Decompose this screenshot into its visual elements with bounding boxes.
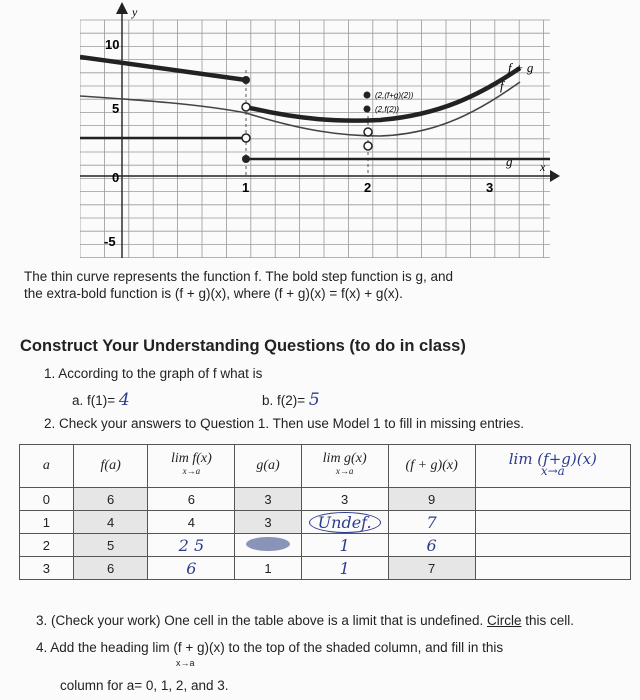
cell: 5 bbox=[73, 534, 148, 557]
label-f-plus-g: f + g bbox=[508, 60, 534, 75]
header-lim-g-sub: x→a bbox=[335, 466, 354, 476]
table-row bbox=[20, 534, 631, 557]
question-3 bbox=[36, 613, 574, 628]
point-fg-2 bbox=[364, 128, 372, 136]
question-1b-answer: 5 bbox=[308, 390, 320, 410]
cell: 4 bbox=[73, 511, 148, 534]
undefined-circled: Undef. bbox=[309, 512, 381, 533]
description-line-2: the extra-bold function is (f + g)(x), where (f + g)(x) = f(x) + g(x). bbox=[24, 286, 403, 301]
header-lim-fg-label: lim (f+g)(x) bbox=[508, 449, 597, 468]
section-heading: Construct Your Understanding Questions (to do in class) bbox=[20, 337, 466, 355]
cell-undefined bbox=[301, 511, 388, 534]
header-lim-f bbox=[148, 445, 235, 488]
limits-table bbox=[19, 444, 631, 580]
cell bbox=[475, 534, 630, 557]
question-1a-label: a. f(1)= bbox=[72, 393, 116, 408]
cell: 2 5 bbox=[148, 534, 235, 557]
legend-dot-2 bbox=[364, 106, 371, 113]
question-3-pre: 3. (Check your work) One cell in the table above is a limit that is undefined. bbox=[36, 613, 487, 628]
header-lim-g-label: lim g(x) bbox=[322, 451, 367, 466]
cell: 4 bbox=[148, 511, 235, 534]
y-tick-neg5: -5 bbox=[104, 234, 116, 249]
cell: 9 bbox=[388, 488, 475, 511]
cell: 6 bbox=[148, 557, 235, 580]
question-4-sub: x→a bbox=[176, 658, 195, 668]
table-header-row bbox=[20, 445, 631, 488]
cell: 6 bbox=[388, 534, 475, 557]
legend-dot-1 bbox=[364, 92, 371, 99]
question-1b-label: b. f(2)= bbox=[262, 393, 306, 408]
table-row bbox=[20, 488, 631, 511]
cell: 1 bbox=[20, 511, 74, 534]
x-tick-2: 2 bbox=[364, 180, 372, 195]
cell: 0 bbox=[20, 488, 74, 511]
question-3-post: this cell. bbox=[521, 613, 575, 628]
question-1: 1. According to the graph of f what is bbox=[44, 366, 263, 381]
table-row bbox=[20, 511, 631, 534]
point-f-2 bbox=[364, 142, 372, 150]
cell: 2 bbox=[20, 534, 74, 557]
cell bbox=[475, 557, 630, 580]
header-ga: g(a) bbox=[235, 445, 301, 488]
cell: 1 bbox=[301, 534, 388, 557]
y-axis-arrow bbox=[116, 2, 128, 14]
x-axis-label: x bbox=[540, 160, 546, 174]
header-f-plus-g: (f + g)(x) bbox=[388, 445, 475, 488]
question-2: 2. Check your answers to Question 1. Then use Model 1 to fill in missing entries. bbox=[44, 416, 524, 431]
cell: 3 bbox=[20, 557, 74, 580]
legend-label-fg: (2,(f+g)(2)) bbox=[375, 91, 414, 100]
x-tick-1: 1 bbox=[242, 180, 250, 195]
question-4-line-2: column for a= 0, 1, 2, and 3. bbox=[60, 678, 229, 693]
header-lim-fg-sub: x→a bbox=[540, 463, 565, 478]
cell bbox=[475, 511, 630, 534]
header-lim-f-label: lim f(x) bbox=[170, 451, 212, 466]
label-g: g bbox=[506, 154, 513, 169]
y-tick-5: 5 bbox=[112, 101, 120, 116]
f-plus-g-curve bbox=[80, 57, 246, 80]
header-lim-f-sub: x→a bbox=[182, 466, 201, 476]
cell: 3 bbox=[301, 488, 388, 511]
cell: 3 bbox=[235, 511, 301, 534]
point-fg-1-open bbox=[242, 103, 250, 111]
y-axis-label: y bbox=[132, 5, 138, 19]
cell: 1 bbox=[301, 557, 388, 580]
question-1a bbox=[72, 390, 130, 410]
cell: 1 bbox=[235, 557, 301, 580]
cell bbox=[475, 488, 630, 511]
y-tick-10: 10 bbox=[105, 37, 120, 52]
cell: 6 bbox=[148, 488, 235, 511]
header-lim-f-plus-g bbox=[475, 445, 630, 488]
cell-scribbled bbox=[235, 534, 301, 557]
header-fa: f(a) bbox=[73, 445, 148, 488]
cell: 6 bbox=[73, 557, 148, 580]
cell: 3 bbox=[235, 488, 301, 511]
x-axis-arrow bbox=[550, 170, 560, 182]
question-1b bbox=[262, 390, 320, 410]
point-g-1-closed bbox=[242, 155, 250, 163]
point-fg-1-closed bbox=[242, 76, 250, 84]
legend-label-f: (2,f(2)) bbox=[375, 105, 399, 114]
graph bbox=[80, 0, 560, 262]
question-1a-answer: 4 bbox=[118, 390, 130, 410]
description-line-1: The thin curve represents the function f. The bold step function is g, and bbox=[24, 269, 454, 284]
x-tick-3: 3 bbox=[486, 180, 494, 195]
scribble-mark bbox=[246, 537, 290, 551]
cell: 7 bbox=[388, 511, 475, 534]
question-4-line-1: 4. Add the heading lim (f + g)(x) to the top of the shaded column, and fill in this bbox=[36, 640, 504, 655]
header-a: a bbox=[20, 445, 74, 488]
cell: 6 bbox=[73, 488, 148, 511]
table-row bbox=[20, 557, 631, 580]
label-f: f bbox=[500, 78, 504, 93]
y-tick-0: 0 bbox=[112, 170, 120, 185]
question-3-circle: Circle bbox=[486, 613, 522, 628]
cell: 7 bbox=[388, 557, 475, 580]
header-lim-g bbox=[301, 445, 388, 488]
point-g-1-open bbox=[242, 134, 250, 142]
